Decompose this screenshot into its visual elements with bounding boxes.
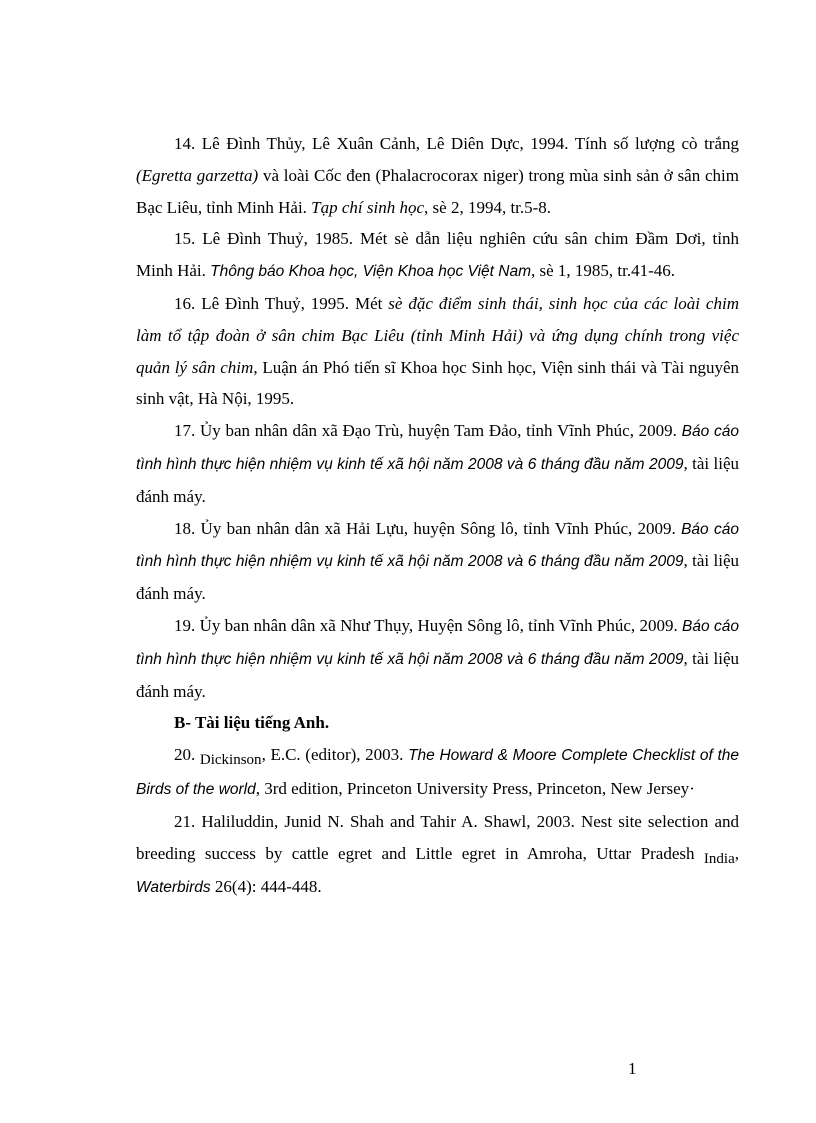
reference-text: 21. Haliluddin, Junid N. Shah and Tahir A. Shawl, 2003. Nest site selection and breeding success by cattle egret and Little egret in Amroha, Uttar Pradesh	[136, 811, 739, 863]
reference-text: Dickinson	[199, 752, 262, 769]
reference-title-italic: Báo cáo tình hình thực hiện nhiệm vụ kinh tế xã hội năm 2008 và 6 tháng đầu năm 2009	[136, 520, 739, 571]
reference-entry	[136, 223, 739, 288]
reference-entry	[136, 610, 739, 707]
reference-text: India	[703, 850, 735, 867]
reference-text: 17. Ủy ban nhân dân xã Đạo Trù, huyện Tam Đảo, tỉnh Vĩnh Phúc, 2009.	[174, 421, 682, 441]
reference-title-italic: (Egretta garzetta)	[136, 165, 259, 185]
reference-text: 15. Lê Đình Thuỷ, 1985. Mét sè dẫn liệu nghiên cứu sân chim Đầm Dơi, tỉnh Minh Hải.	[136, 229, 739, 281]
reference-text: 14. Lê Đình Thủy, Lê Xuân Cảnh, Lê Diên Dực, 1994. Tính số lượng cò trắng	[174, 134, 739, 153]
reference-title-italic: Báo cáo tình hình thực hiện nhiệm vụ kinh tế xã hội năm 2008 và 6 tháng đầu năm 2009	[136, 617, 739, 668]
reference-title-italic: sè đặc điểm sinh thái, sinh học của các loài chim làm tổ tập đoàn ở sân chim Bạc Liêu (tỉnh Minh Hải) và ứng dụng chính trong việc quản lý sân chim	[136, 293, 739, 377]
reference-entry	[136, 128, 739, 223]
document-page	[136, 128, 739, 904]
reference-text: , tài liệu đánh máy.	[136, 551, 739, 604]
reference-title-italic: Báo cáo tình hình thực hiện nhiệm vụ kinh tế xã hội năm 2008 và 6 tháng đầu năm 2009	[136, 423, 739, 473]
reference-text: , Luận án Phó tiến sĩ Khoa học Sinh học, Viện sinh thái và Tài nguyên sinh vật, Hà Nội, 1995.	[136, 357, 739, 409]
reference-text: 19. Ủy ban nhân dân xã Như Thụy, Huyện Sông lô, tỉnh Vĩnh Phúc, 2009.	[174, 615, 683, 635]
reference-text: và loài Cốc đen (Phalacrocorax niger) trong mùa sinh sản ở sân chim Bạc Liêu, tỉnh Minh Hải.	[136, 165, 739, 217]
reference-text: ·	[689, 778, 695, 798]
reference-text: , tài liệu đánh máy.	[136, 648, 739, 701]
reference-text: 16. Lê Đình Thuỷ, 1995. Mét	[174, 293, 389, 313]
reference-text: B- Tài liệu tiếng Anh.	[174, 713, 330, 733]
reference-text: New Jersey	[610, 778, 690, 798]
reference-entry	[136, 415, 739, 512]
reference-entry	[136, 739, 739, 806]
reference-text: , E.C. (editor), 2003.	[261, 745, 409, 765]
reference-text: 20.	[174, 745, 200, 765]
reference-text: ,	[734, 843, 739, 863]
reference-entry	[136, 806, 739, 904]
section-heading	[136, 707, 739, 739]
reference-entry	[136, 513, 739, 610]
reference-entry	[136, 288, 739, 415]
reference-title-italic: Tạp chí sinh học	[311, 197, 425, 217]
reference-title-italic: Waterbirds	[136, 879, 211, 897]
reference-text: , sè 1, 1985, tr.41-46.	[531, 261, 676, 281]
page-number: 1	[628, 1059, 637, 1078]
reference-title-italic: The Howard & Moore Complete Checklist of the Birds of the world	[136, 747, 739, 798]
reference-text: 18. Ủy ban nhân dân xã Hải Lựu, huyện Sông lô, tỉnh Vĩnh Phúc, 2009.	[174, 518, 682, 538]
reference-list	[136, 128, 739, 904]
reference-title-italic: Thông báo Khoa học, Viện Khoa học Việt Nam	[210, 263, 531, 281]
reference-text: 26(4): 444-448.	[210, 877, 322, 897]
reference-text: , tài liệu đánh máy.	[136, 453, 739, 506]
reference-text: , 3rd edition, Princeton University Press, Princeton,	[255, 778, 611, 798]
reference-text: , sè 2, 1994, tr.5-8.	[424, 197, 552, 217]
